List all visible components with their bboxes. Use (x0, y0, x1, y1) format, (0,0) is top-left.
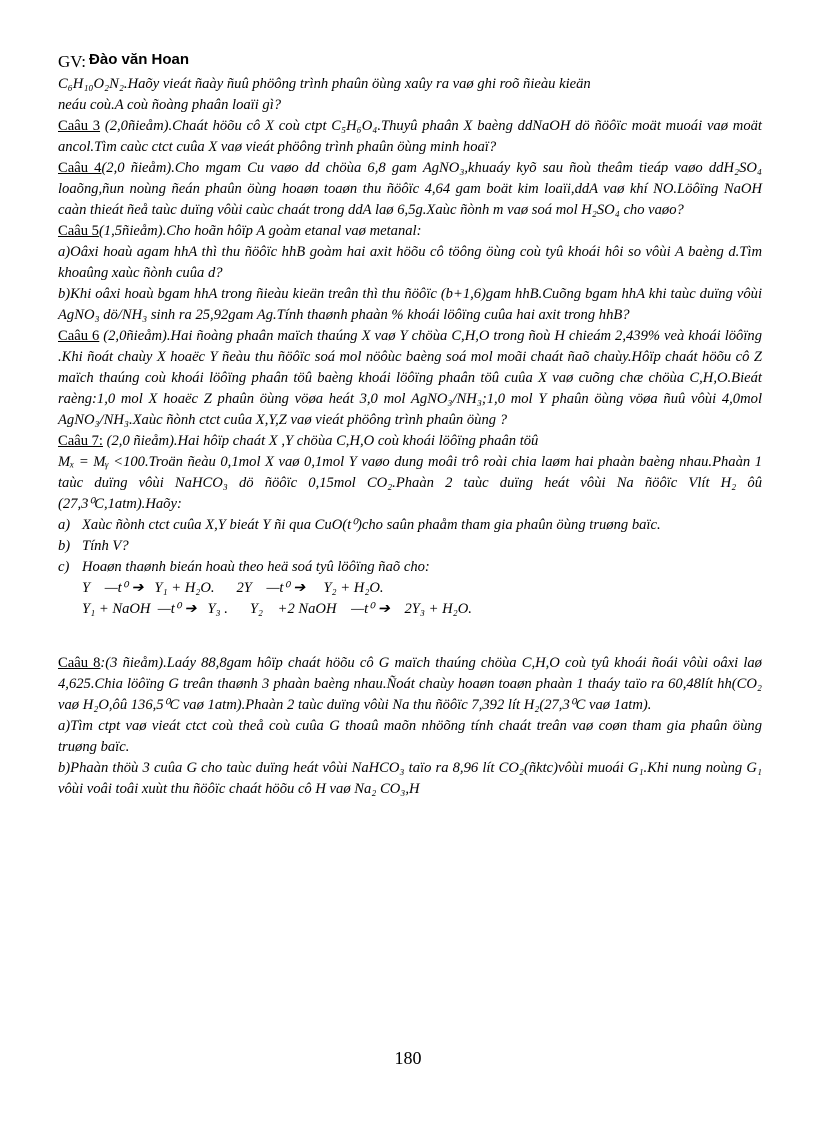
question-label: Caâu 3 (58, 118, 101, 134)
question-7-part-c (58, 557, 762, 578)
question-7-paragraph: Mₓ = Mᵧ <100.Troän ñeàu 0,1mol X vaø 0,1mol Y vaøo dung moâi trô roài chia laøm hai phaàn baèng nhau.Phaàn 1 taùc duïng vôùi NaHCO₃ dö ñöôïc 0,15mol CO₂.Phaàn 2 taùc duïng heát vôùi Na ñöôïc Vlít H₂ ôû (27,3⁰C,1atm).Haõy: (58, 454, 762, 512)
list-label: a) (58, 517, 71, 533)
list-text: Xaùc ñònh ctct cuûa X,Y bieát Y ñi qua CuO(t⁰)cho saûn phaåm tham gia phaûn öùng truøng baïc. (82, 517, 661, 533)
question-8 (58, 653, 762, 716)
question-text: (1,5ñieåm).Cho hoãn hôïp A goàm etanal vaø metanal: (98, 223, 422, 239)
header (58, 52, 762, 74)
question-6 (58, 326, 762, 431)
question-text: (2,0 ñieåm).Cho mgam Cu vaøo dd chöùa 6,8 gam AgNO₃,khuaáy kyõ sau ñoù theâm tieáp vaøo ddH₂SO₄ loaõng,ñun noùng ñeán phaûn öùng hoaøn toaøn thu ñöôïc 4,64 gam boät kim loaïi,ddA vaø khí NO.Löôïng NaOH caàn thieát ñeå taùc duïng vôùi caùc chaát trong ddA laø 6,5g.Xaùc ñònh m vaø soá mol H₂SO₄ cho vaøo? (58, 160, 762, 218)
question-label: Caâu 4 (58, 160, 102, 176)
question-label: Caâu 5 (58, 223, 99, 239)
spacer (58, 620, 762, 653)
question-7-part-a (58, 515, 762, 536)
question-text: (2,0 ñieåm).Hai hôïp chaát X ,Y chöùa C,H,O coù khoái löôïng phaân töû (103, 433, 539, 449)
header-label: GV: (58, 52, 87, 71)
list-text: Tính V? (82, 538, 129, 554)
question-7 (58, 431, 762, 452)
question-5-part-a: a)Oâxi hoaù agam hhA thì thu ñöôïc hhB goàm hai axit höõu cô töông öùng coù tyû khoái hôi so vôùi A baèng d.Tìm khoaûng xaùc ñònh cuûa d? (58, 244, 762, 281)
list-text: Hoaøn thaønh bieán hoaù theo heä soá tyû löôïng ñaõ cho: (82, 559, 430, 575)
question-label: Caâu 8 (58, 655, 101, 671)
page-content (58, 52, 762, 800)
text-line: neáu coù.A coù ñoàng phaân loaïi gì? (58, 97, 282, 113)
question-4 (58, 158, 762, 221)
list-label: b) (58, 538, 71, 554)
text-line: C₆H₁₀O₂N₂.Haõy vieát ñaày ñuû phöông trình phaûn öùng xaûy ra vaø ghi roõ ñieàu kieän (58, 76, 591, 92)
question-8-part-a: a)Tìm ctpt vaø vieát ctct coù theå coù cuûa G thoaû maõn nhöõng tính chaát treân vaø coøn tham gia phaûn öùng truøng baïc. (58, 718, 762, 755)
question-5-part-b: b)Khi oâxi hoaù bgam hhA trong ñieàu kieän treân thì thu ñöôïc (b+1,6)gam hhB.Cuõng bgam hhA khi taùc duïng vôùi AgNO₃ dö/NH₃ sinh ra 25,92gam Ag.Tính thaønh phaàn % khoái löôïng cuûa hai axit trong hhB? (58, 286, 762, 323)
question-3 (58, 116, 762, 158)
reaction-equation: Y —t⁰ ➔ Y₁ + H₂O. 2Y —t⁰ ➔ Y₂ + H₂O. (82, 580, 384, 596)
question-text: :(3 ñieåm).Laáy 88,8gam hôïp chaát höõu cô G maïch thaúng chöùa C,H,O coù tyû khoái ñoái vôùi oâxi laø 4,625.Chia löôïng G treân thaønh 3 phaàn baèng nhau.Ñoát chaùy hoaøn toaøn phaàn 1 thaáy taïo ra 60,48lít hh(CO₂ vaø H₂O,ôû 136,5⁰C vaø 1atm).Phaàn 2 taùc duïng vôùi Na thu ñöôïc 7,392 lít H₂(27,3⁰C vaø 1atm). (58, 655, 762, 713)
page-number: 180 (394, 1048, 422, 1068)
question-label: Caâu 6 (58, 328, 100, 344)
question-8-part-b: b)Phaàn thöù 3 cuûa G cho taùc duïng heát vôùi NaHCO₃ taïo ra 8,96 lít CO₂(ñktc)vôùi muoái G₁.Khi nung noùng G₁ vôùi voâi toâi xuùt thu ñöôïc chaát höõu cô H vaø Na₂ CO₃,H (58, 760, 762, 797)
reaction-equation: Y₁ + NaOH —t⁰ ➔ Y₃ . Y₂ +2 NaOH —t⁰ ➔ 2Y₃ + H₂O. (82, 601, 472, 617)
question-label: Caâu 7: (58, 433, 103, 449)
teacher-name: Đào văn Hoan (89, 51, 190, 68)
question-text: (2,0ñieåm).Chaát höõu cô X coù ctpt C₅H₆O₄.Thuyû phaân X baèng ddNaOH dö ñöôïc moät muoái vaø moät ancol.Tìm caùc ctct cuûa X vaø vieát phöông trình phaûn öùng minh hoaï? (58, 118, 762, 155)
question-text: (2,0ñieåm).Hai ñoàng phaân maïch thaúng X vaø Y chöùa C,H,O trong ñoù H chieám 2,439% veà khoái löôïng .Khi ñoát chaùy X hoaëc Y ñeàu thu ñöôïc soá mol nöôùc baèng soá mol moãi chaát ñaõ chaùy.Hôïp chaát höõu cô Z maïch thaúng coù khoái löôïng phaân töû baèng khoái löôïng phaân töû cuûa X vaø cuõng chæ chöùa C,H,O.Bieát raèng:1,0 mol X hoaëc Z phaûn öùng vöøa heát 3,0 mol AgNO₃/NH₃;1,0 mol Y phaûn öùng vöøa ñuû vôùi 4,0mol AgNO₃/NH₃.Xaùc ñònh ctct cuûa X,Y,Z vaø vieát phöông trình phaûn öùng ? (58, 328, 762, 428)
question-5 (58, 221, 762, 242)
document-body (58, 74, 762, 800)
list-label: c) (58, 559, 70, 575)
question-7-part-b (58, 536, 762, 557)
